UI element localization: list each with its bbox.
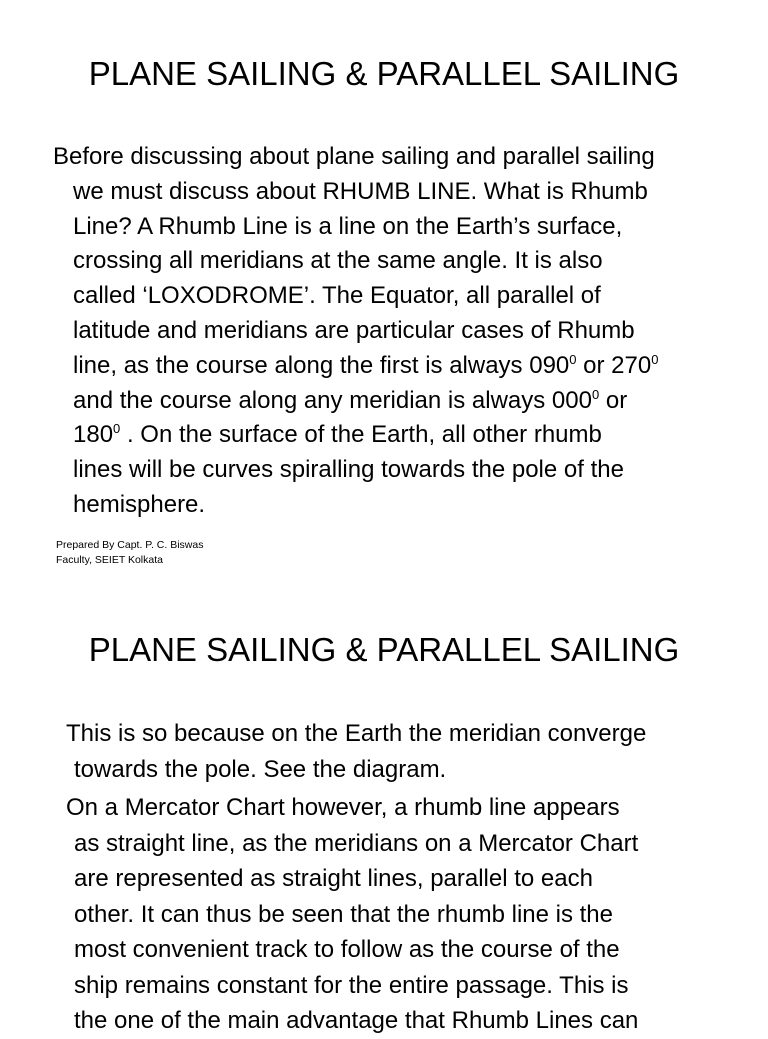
body-text: line, as the course along the first is always 090 [73,351,570,379]
body-line: as straight line, as the meridians on a Mercator Chart [74,829,639,857]
body-line: latitude and meridians are particular cases of Rhumb [73,316,635,344]
degree-superscript: 0 [569,351,577,367]
body-line [73,384,725,419]
author-footer [56,538,203,568]
body-line: Line? A Rhumb Line is a line on the Earth’s surface, [73,212,623,240]
slide-2 [0,577,768,1034]
body-line: most convenient track to follow as the course of the [74,936,620,963]
body-line: called ‘LOXODROME’. The Equator, all parallel of [73,282,601,310]
body-line: This is so because on the Earth the meridian converge [66,720,647,747]
degree-superscript: 0 [113,421,121,437]
degree-superscript: 0 [591,386,600,402]
degree-superscript: 0 [651,351,659,367]
body-line: we must discuss about RHUMB LINE. What is Rhumb [73,177,648,205]
slide-2-title: PLANE SAILING & PARALLEL SAILING [88,631,680,668]
body-text: . On the surface of the Earth, all other rhumb [120,421,602,449]
body-line [73,418,725,453]
body-line: hemisphere. [73,490,206,518]
footer-author: Prepared By Capt. P. C. Biswas [56,539,204,551]
body-line: On a Mercator Chart however, a rhumb line appears [66,794,620,821]
body-text: 180 [73,421,114,449]
body-line: are represented as straight lines, parallel to each [74,865,593,892]
body-line: the one of the main advantage that Rhumb Lines can [74,1007,639,1034]
body-line: ship remains constant for the entire passage. This is [74,971,629,999]
body-text: and the course along any meridian is always 000 [73,386,592,414]
body-line: other. It can thus be seen that the rhumb line is the [74,900,614,928]
body-line: towards the pole. See the diagram. [74,755,447,783]
body-text: or 270 [576,351,652,379]
body-line [73,349,725,384]
slide-1-title: PLANE SAILING & PARALLEL SAILING [88,55,680,92]
meridian-paragraph [66,716,734,787]
body-line: lines will be curves spiralling towards the pole of the [73,456,624,484]
body-line: crossing all meridians at the same angle. It is also [73,247,603,275]
rhumb-line-paragraph [53,140,725,523]
mercator-paragraph [66,790,734,1039]
body-text: or [599,386,628,414]
footer-affiliation: Faculty, SEIET Kolkata [56,554,163,566]
body-line: Before discussing about plane sailing and parallel sailing [53,143,655,170]
